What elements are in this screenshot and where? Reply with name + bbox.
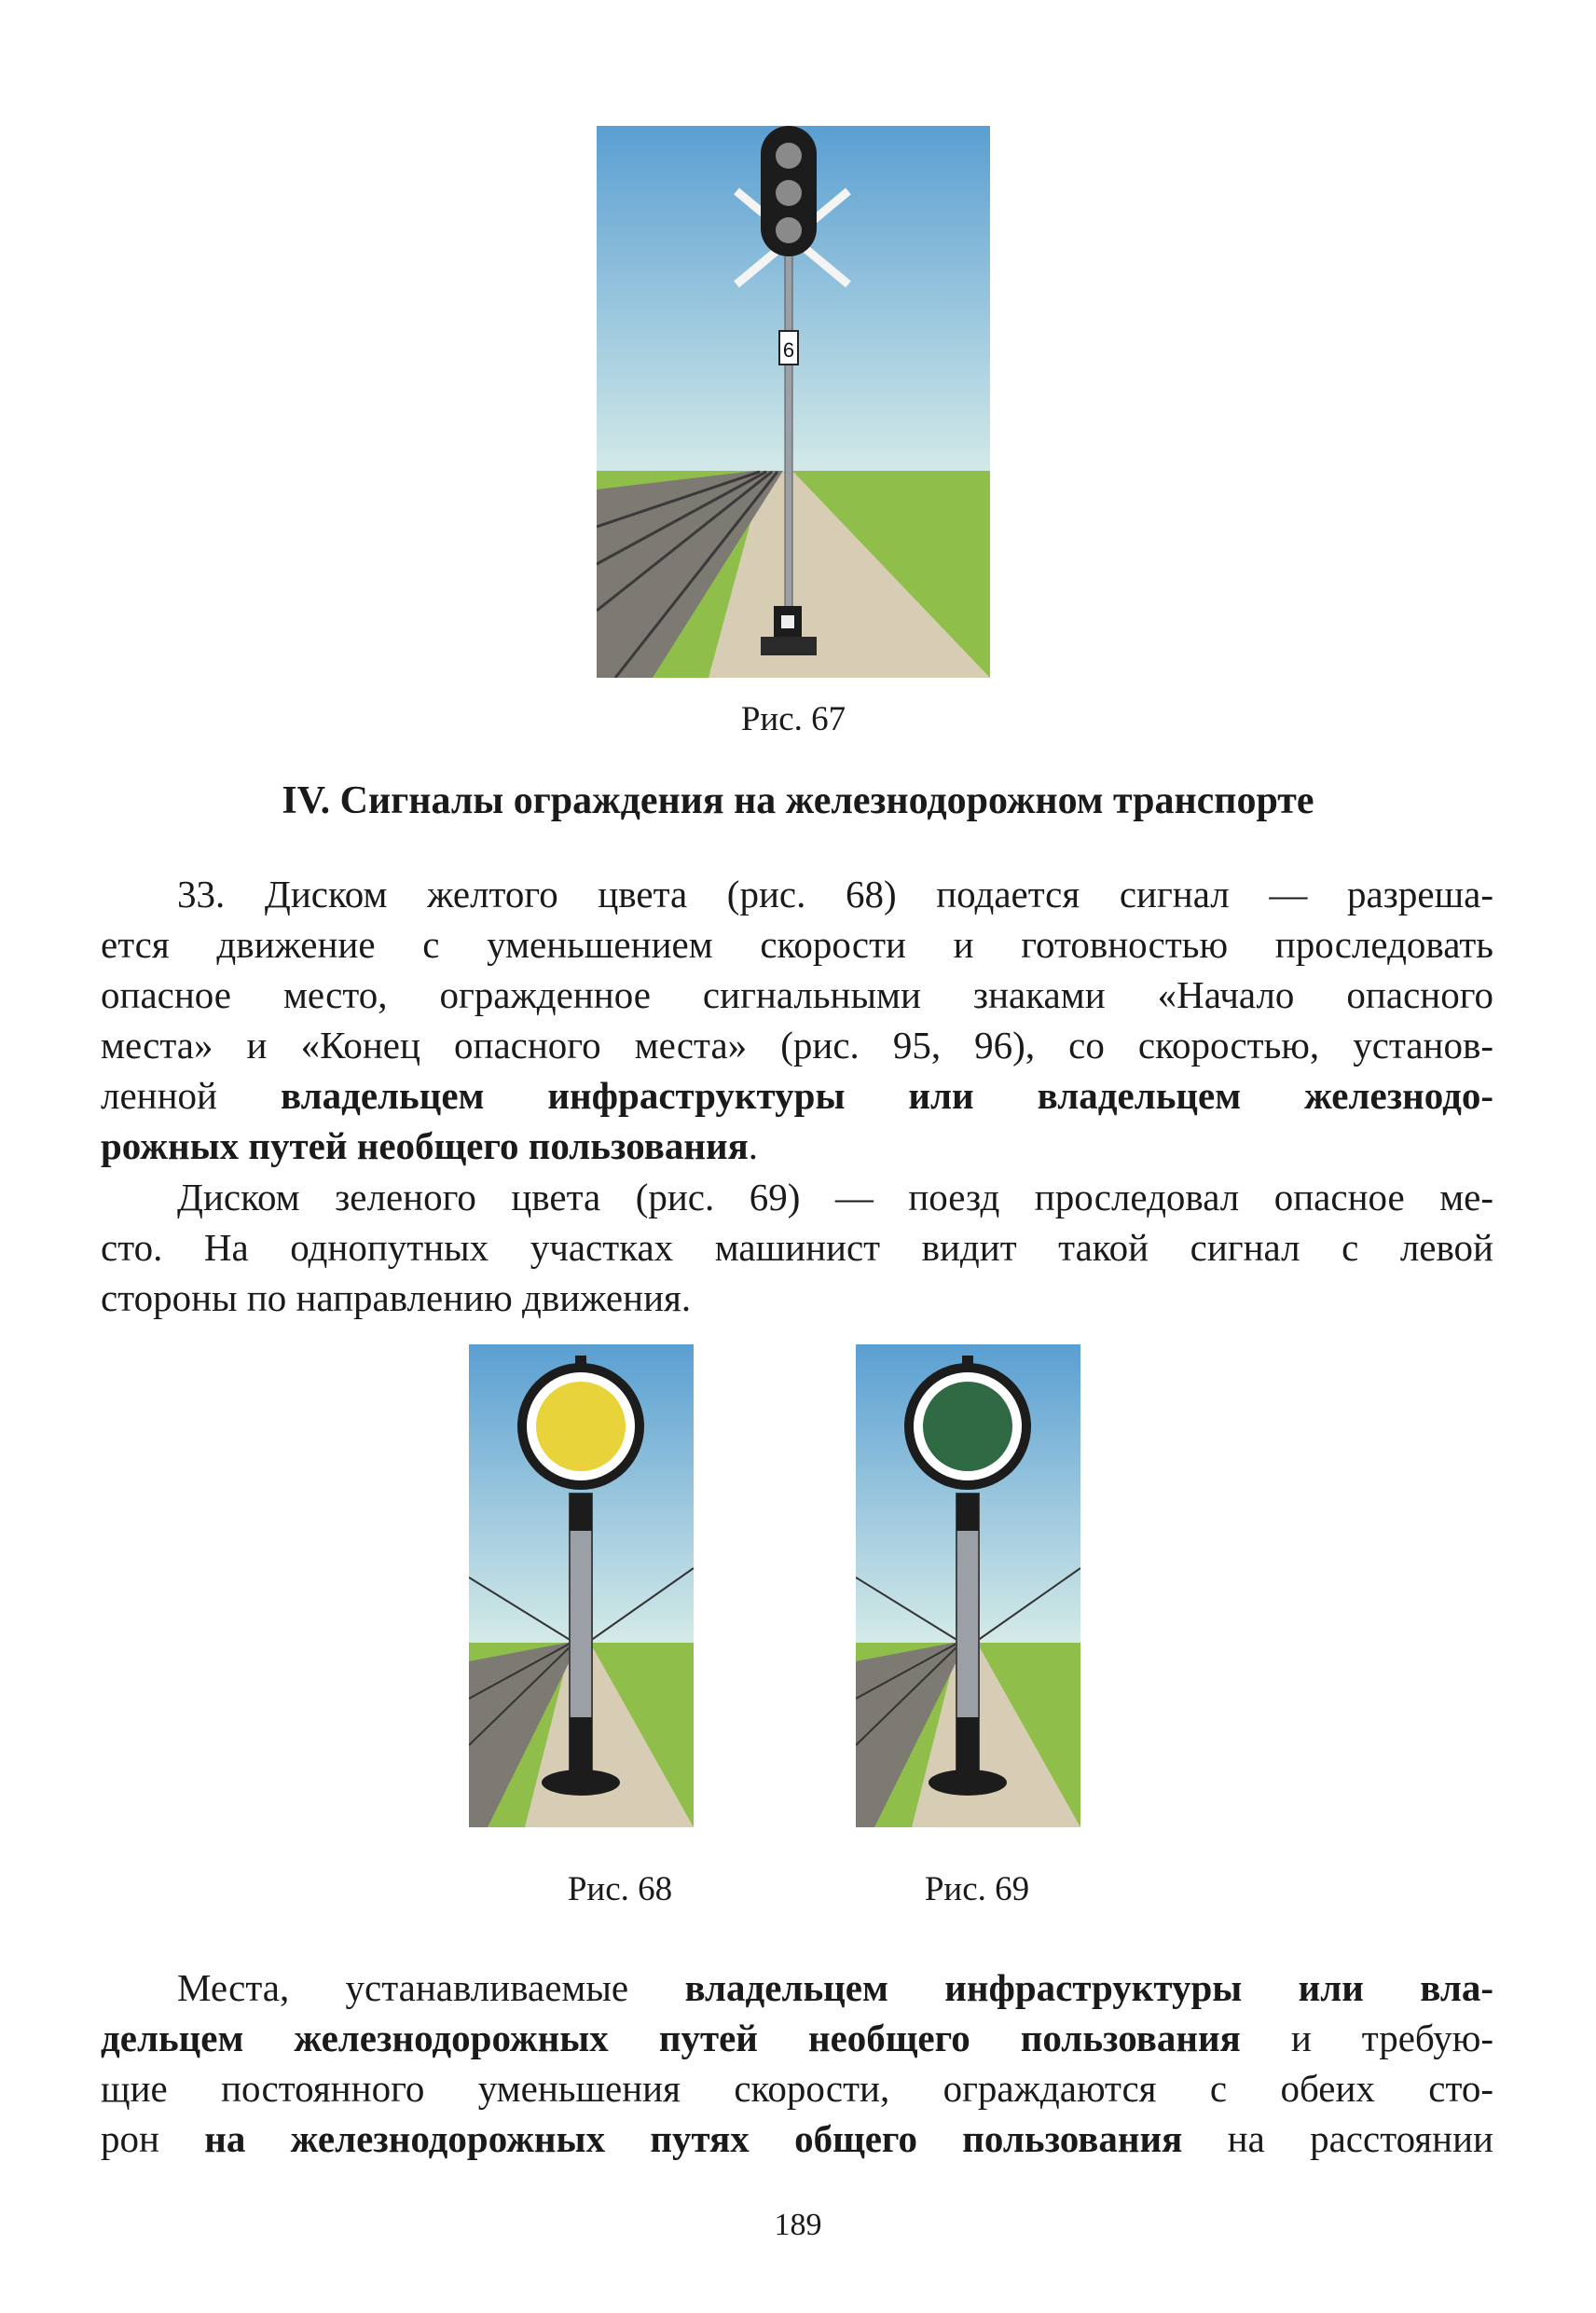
text-line: щие постоянного уменьшения скорости, ограждаются с обеих сто-: [101, 2067, 1493, 2110]
figure-67-caption: Рис. 67: [740, 700, 846, 738]
text-line: рожных путей необщего пользования.: [101, 1124, 759, 1167]
text-line: рон на железнодорожных путях общего пользования на расстоянии: [101, 2117, 1493, 2160]
green-disc: [923, 1382, 1012, 1471]
text-line: ленной владельцем инфраструктуры или владельцем железнодо-: [101, 1074, 1494, 1117]
text-line: стороны по направлению движения.: [101, 1276, 692, 1319]
text-line: дельцем железнодорожных путей необщего пользования и требую-: [101, 2017, 1493, 2059]
green-disc-signal-icon: [856, 1344, 1080, 1827]
text-line: Места, устанавливаемые владельцем инфраструктуры или вла-: [177, 1966, 1493, 2009]
text-line: Диском зеленого цвета (рис. 69) — поезд проследовал опасное ме-: [177, 1176, 1493, 1218]
page-number: 189: [774, 2208, 822, 2242]
text-line: места» и «Конец опасного места» (рис. 95, 96), со скоростью, установ-: [101, 1024, 1493, 1067]
yellow-disc: [536, 1382, 626, 1471]
signal-plate-number: 6: [782, 338, 795, 362]
three-light-signal-with-cross-icon: [597, 126, 990, 678]
text-line: 33. Диском желтого цвета (рис. 68) подается сигнал — разреша-: [177, 873, 1493, 916]
text-line: сто. На однопутных участках машинист видит такой сигнал с левой: [101, 1226, 1493, 1269]
text-line: опасное место, огражденное сигнальными знаками «Начало опасного: [101, 973, 1493, 1016]
figure-69-image: [856, 1344, 1080, 1827]
figure-68-caption: Рис. 68: [567, 1870, 673, 1908]
figure-68-image: [469, 1344, 694, 1827]
section-heading: IV. Сигналы ограждения на железнодорожном транспорте: [282, 779, 1314, 822]
yellow-disc-signal-icon: [469, 1344, 694, 1827]
figure-69-caption: Рис. 69: [924, 1870, 1030, 1908]
text-line: ется движение с уменьшением скорости и готовностью проследовать: [101, 923, 1493, 966]
figure-67-image: [597, 126, 990, 678]
